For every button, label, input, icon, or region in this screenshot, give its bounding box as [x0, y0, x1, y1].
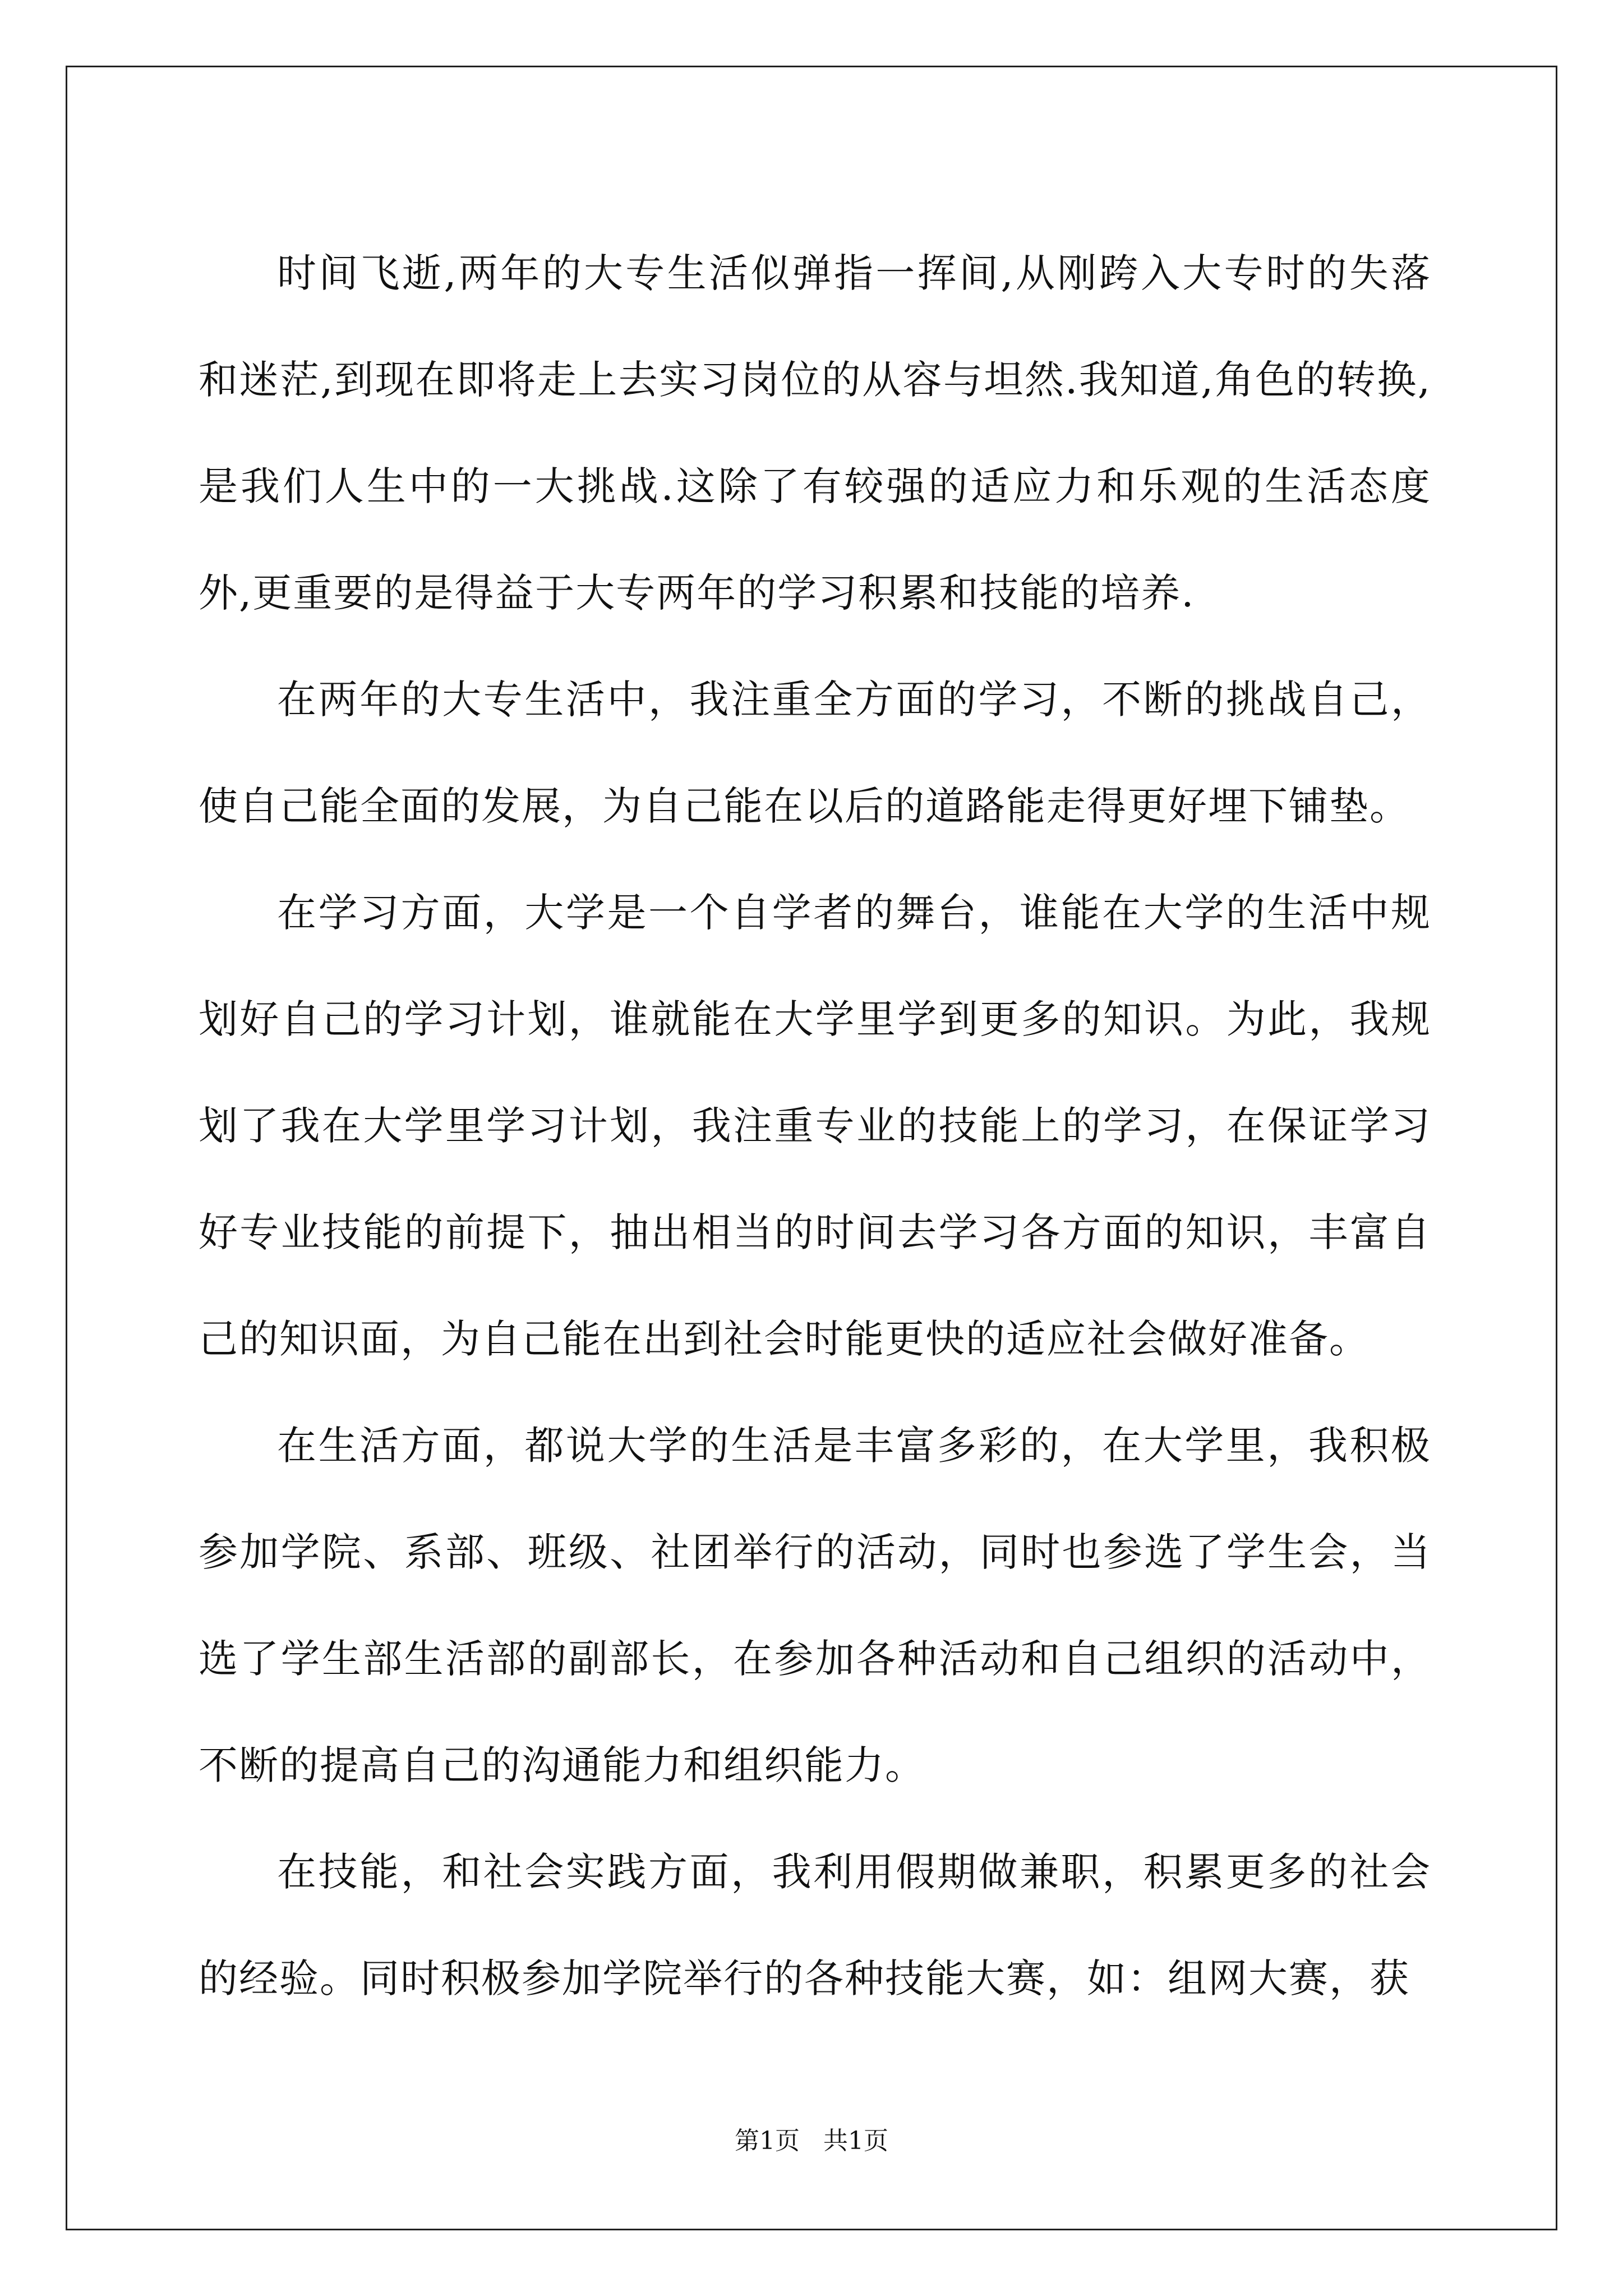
paragraph: 时间飞逝,两年的大专生活似弹指一挥间,从刚跨入大专时的失落和迷茫,到现在即将走上去实习岗位的从容与坦然.我知道,角色的转换,是我们人生中的一大挑战.这除了有较强的适应力和乐观的生活态度外,更重要的是得益于大专两年的学习积累和技能的培养. [199, 250, 1431, 616]
page-footer [0, 2120, 1623, 2156]
page-total: 共1页 [823, 2127, 888, 2155]
document-body [199, 220, 1431, 2032]
paragraph: 在生活方面，都说大学的生活是丰富多彩的，在大学里，我积极参加学院、系部、班级、社团举行的活动，同时也参选了学生会，当选了学生部生活部的副部长，在参加各种活动和自己组织的活动中，不断的提高自己的沟通能力和组织能力。 [199, 1423, 1431, 1788]
page-number: 第1页 [735, 2127, 800, 2155]
paragraph: 在两年的大专生活中，我注重全方面的学习，不断的挑战自己，使自己能全面的发展，为自己能在以后的道路能走得更好埋下铺垫。 [199, 677, 1431, 829]
paragraph: 在技能，和社会实践方面，我利用假期做兼职，积累更多的社会的经验。同时积极参加学院举行的各种技能大赛，如：组网大赛，获 [199, 1849, 1431, 2001]
paragraph: 在学习方面，大学是一个自学者的舞台，谁能在大学的生活中规划好自己的学习计划，谁就能在大学里学到更多的知识。为此，我规划了我在大学里学习计划，我注重专业的技能上的学习，在保证学习好专业技能的前提下，抽出相当的时间去学习各方面的知识，丰富自己的知识面，为自己能在出到社会时能更快的适应社会做好准备。 [199, 890, 1431, 1362]
